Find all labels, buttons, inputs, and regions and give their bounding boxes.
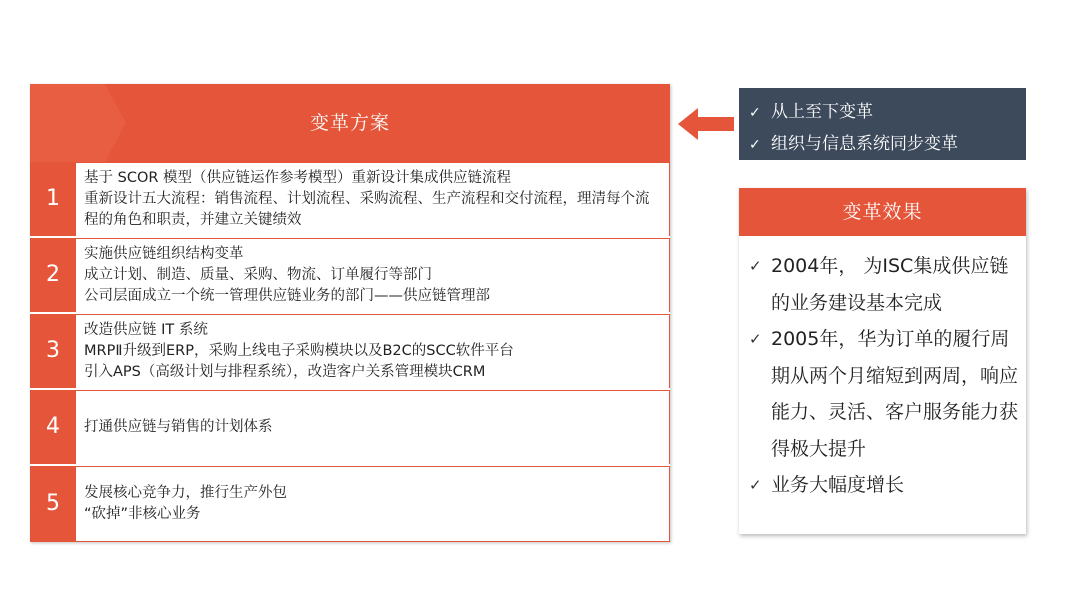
row-number: 4 (30, 390, 76, 464)
effect-item-label: 2005年，华为订单的履行周期从两个月缩短到两周，响应能力、灵活、客户服务能力获得极大提升 (771, 328, 1019, 460)
row-line: 公司层面成立一个统一管理供应链业务的部门——供应链管理部 (84, 288, 490, 304)
effect-item (749, 467, 1019, 504)
approach-item (749, 97, 1026, 129)
row-line: 实施供应链组织结构变革 (84, 246, 244, 262)
left-arrow-icon (678, 108, 734, 140)
row-line: 重新设计五大流程：销售流程、计划流程、采购流程、生产流程和交付流程，理清每个流程的角色和职责，并建立关键绩效 (84, 191, 650, 228)
approach-item-label: 组织与信息系统同步变革 (771, 134, 958, 154)
plan-row-4 (30, 390, 670, 464)
row-content (76, 466, 670, 542)
row-line: MRPⅡ升级到ERP，采购上线电子采购模块以及B2C的SCC软件平台 (84, 343, 514, 359)
row-line: 基于 SCOR 模型（供应链运作参考模型）重新设计集成供应链流程 (84, 170, 512, 186)
approach-box (739, 88, 1026, 160)
row-number: 2 (30, 238, 76, 312)
row-line: 打通供应链与销售的计划体系 (84, 419, 273, 435)
row-number: 5 (30, 466, 76, 542)
check-icon: ✓ (749, 105, 761, 121)
effect-item-label: 业务大幅度增长 (771, 474, 905, 496)
effect-item (749, 321, 1019, 467)
row-line: 引入APS（高级计划与排程系统），改造客户关系管理模块CRM (84, 364, 486, 380)
approach-item (749, 129, 1026, 161)
plan-row-3 (30, 314, 670, 388)
plan-row-1 (30, 162, 670, 236)
check-icon: ✓ (749, 330, 762, 348)
row-content (76, 390, 670, 464)
change-plan-header (30, 84, 670, 162)
change-plan-title: 变革方案 (309, 112, 390, 134)
row-content (76, 238, 670, 312)
change-plan-table (30, 84, 670, 542)
effects-list (749, 248, 1019, 504)
row-line: “砍掉”非核心业务 (84, 506, 201, 522)
row-content (76, 314, 670, 388)
row-line: 成立计划、制造、质量、采购、物流、订单履行等部门 (84, 267, 432, 283)
check-icon: ✓ (749, 257, 762, 275)
check-icon: ✓ (749, 137, 761, 153)
effect-item (749, 248, 1019, 321)
effects-title: 变革效果 (739, 188, 1026, 236)
plan-row-2 (30, 238, 670, 312)
plan-row-5 (30, 466, 670, 542)
effect-item-label: 2004年， 为ISC集成供应链的业务建设基本完成 (771, 255, 1009, 314)
row-number: 1 (30, 162, 76, 236)
check-icon: ✓ (749, 476, 762, 494)
row-number: 3 (30, 314, 76, 388)
row-line: 发展核心竞争力，推行生产外包 (84, 485, 287, 501)
approach-item-label: 从上至下变革 (771, 102, 873, 122)
row-line: 改造供应链 IT 系统 (84, 322, 208, 338)
row-content (76, 162, 670, 236)
effects-box (739, 188, 1026, 534)
